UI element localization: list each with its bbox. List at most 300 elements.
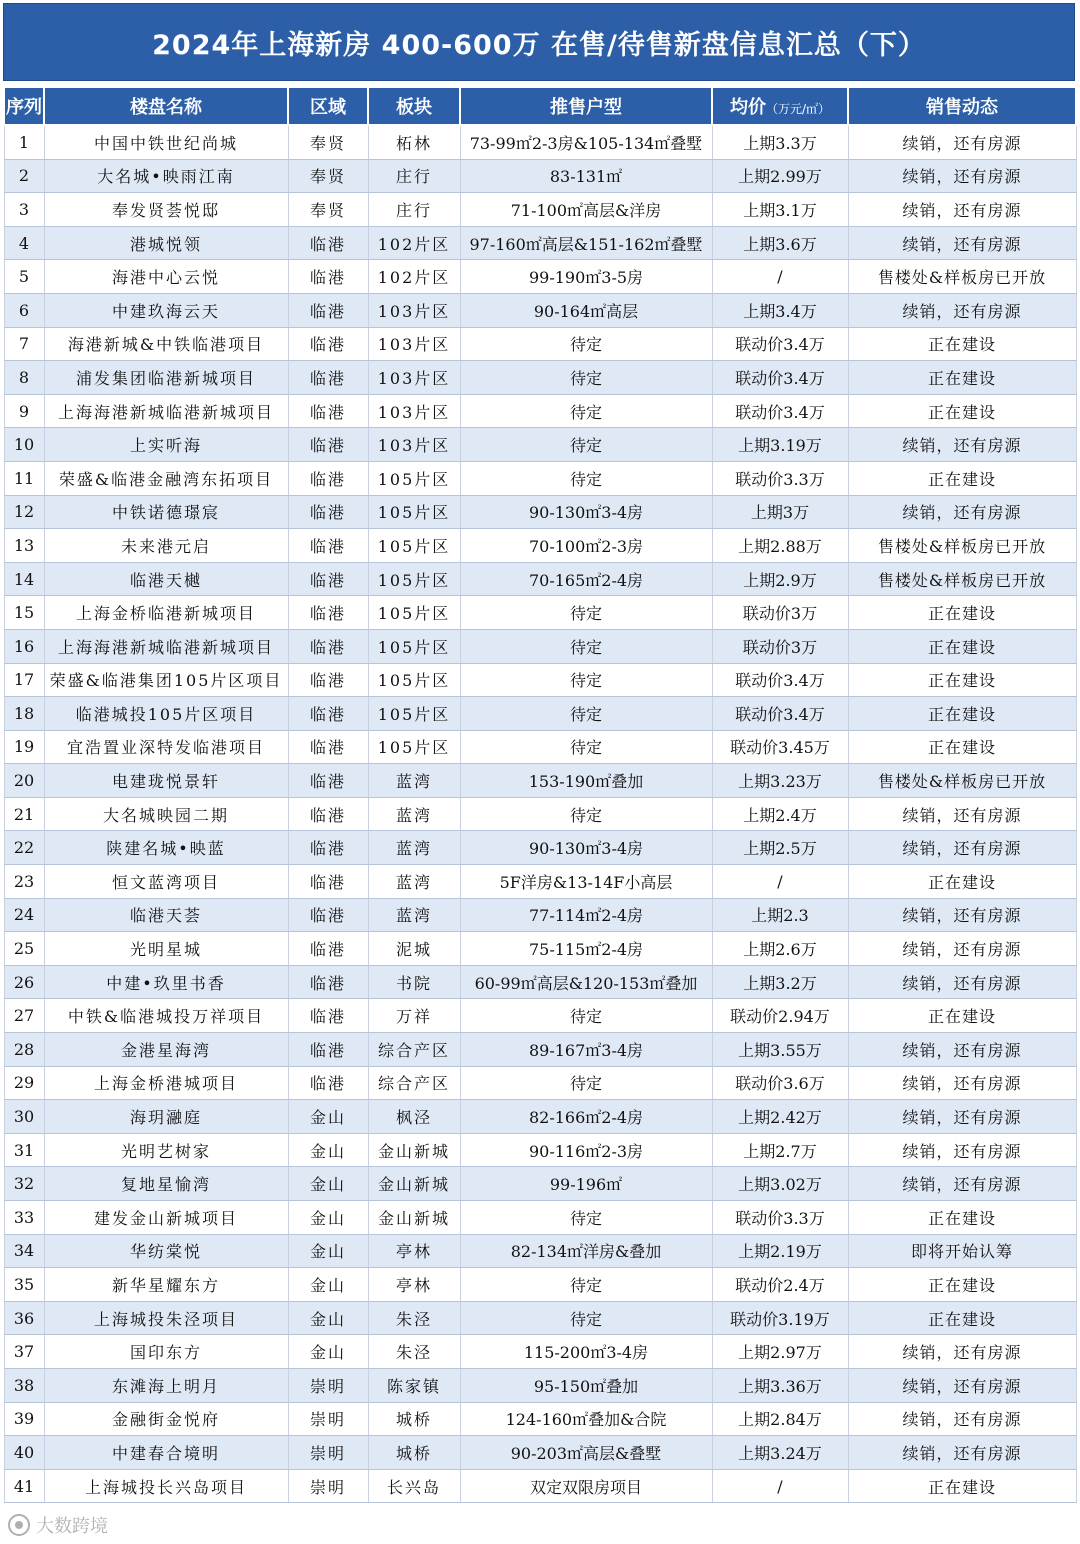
cell-index: 28 xyxy=(4,1033,44,1067)
cell-index: 35 xyxy=(4,1268,44,1302)
table-row xyxy=(4,1301,1076,1335)
cell-project-name: 大名城•映雨江南 xyxy=(44,159,288,193)
cell-sales-status: 续销，还有房源 xyxy=(848,1335,1076,1369)
cell-unit-type: 待定 xyxy=(460,663,712,697)
cell-project-name: 临港天荟 xyxy=(44,898,288,932)
cell-sales-status: 续销，还有房源 xyxy=(848,1402,1076,1436)
cell-index: 6 xyxy=(4,293,44,327)
cell-unit-type: 77-114㎡2-4房 xyxy=(460,898,712,932)
cell-avg-price: 联动价3.19万 xyxy=(712,1301,848,1335)
cell-area: 临港 xyxy=(288,999,368,1033)
table-row xyxy=(4,1167,1076,1201)
cell-block: 105片区 xyxy=(368,697,460,731)
cell-avg-price: 上期2.19万 xyxy=(712,1234,848,1268)
cell-avg-price: / xyxy=(712,865,848,899)
cell-unit-type: 99-190㎡3-5房 xyxy=(460,260,712,294)
cell-area: 临港 xyxy=(288,562,368,596)
cell-index: 4 xyxy=(4,226,44,260)
cell-block: 泥城 xyxy=(368,932,460,966)
cell-block: 105片区 xyxy=(368,461,460,495)
table-row xyxy=(4,1133,1076,1167)
table-row xyxy=(4,596,1076,630)
cell-index: 16 xyxy=(4,629,44,663)
table-row xyxy=(4,327,1076,361)
table-row xyxy=(4,193,1076,227)
cell-block: 105片区 xyxy=(368,596,460,630)
table-row xyxy=(4,495,1076,529)
cell-project-name: 临港天樾 xyxy=(44,562,288,596)
cell-project-name: 海港新城&中铁临港项目 xyxy=(44,327,288,361)
cell-sales-status: 续销，还有房源 xyxy=(848,965,1076,999)
cell-avg-price: 联动价3.4万 xyxy=(712,327,848,361)
cell-area: 崇明 xyxy=(288,1402,368,1436)
cell-project-name: 中铁诺德璟宸 xyxy=(44,495,288,529)
cell-unit-type: 97-160㎡高层&151-162㎡叠墅 xyxy=(460,226,712,260)
cell-sales-status: 续销，还有房源 xyxy=(848,293,1076,327)
cell-avg-price: 联动价3.3万 xyxy=(712,1201,848,1235)
cell-sales-status: 续销，还有房源 xyxy=(848,125,1076,159)
cell-index: 10 xyxy=(4,428,44,462)
cell-project-name: 上海海港新城临港新城项目 xyxy=(44,394,288,428)
cell-area: 崇明 xyxy=(288,1469,368,1503)
cell-index: 31 xyxy=(4,1133,44,1167)
table-row xyxy=(4,1033,1076,1067)
cell-project-name: 海港中心云悦 xyxy=(44,260,288,294)
table-row xyxy=(4,1469,1076,1503)
cell-block: 105片区 xyxy=(368,529,460,563)
table-row xyxy=(4,394,1076,428)
cell-project-name: 国印东方 xyxy=(44,1335,288,1369)
cell-avg-price: 上期3.1万 xyxy=(712,193,848,227)
cell-avg-price: / xyxy=(712,260,848,294)
table-row xyxy=(4,965,1076,999)
cell-area: 临港 xyxy=(288,831,368,865)
cell-block: 金山新城 xyxy=(368,1167,460,1201)
cell-sales-status: 续销，还有房源 xyxy=(848,831,1076,865)
cell-unit-type: 待定 xyxy=(460,327,712,361)
cell-block: 书院 xyxy=(368,965,460,999)
cell-block: 蓝湾 xyxy=(368,797,460,831)
cell-block: 105片区 xyxy=(368,663,460,697)
cell-sales-status: 即将开始认筹 xyxy=(848,1234,1076,1268)
cell-unit-type: 83-131㎡ xyxy=(460,159,712,193)
cell-project-name: 上海城投朱泾项目 xyxy=(44,1301,288,1335)
cell-sales-status: 正在建设 xyxy=(848,730,1076,764)
cell-area: 奉贤 xyxy=(288,125,368,159)
cell-block: 蓝湾 xyxy=(368,831,460,865)
cell-sales-status: 续销，还有房源 xyxy=(848,1033,1076,1067)
table-row xyxy=(4,529,1076,563)
cell-avg-price: 上期2.88万 xyxy=(712,529,848,563)
cell-area: 临港 xyxy=(288,461,368,495)
cell-area: 金山 xyxy=(288,1201,368,1235)
cell-unit-type: 124-160㎡叠加&合院 xyxy=(460,1402,712,1436)
cell-index: 23 xyxy=(4,865,44,899)
cell-project-name: 东滩海上明月 xyxy=(44,1368,288,1402)
cell-sales-status: 正在建设 xyxy=(848,461,1076,495)
cell-block: 103片区 xyxy=(368,428,460,462)
cell-project-name: 上海海港新城临港新城项目 xyxy=(44,629,288,663)
header-area: 区域 xyxy=(288,87,368,125)
cell-sales-status: 正在建设 xyxy=(848,865,1076,899)
header-block: 板块 xyxy=(368,87,460,125)
cell-unit-type: 73-99㎡2-3房&105-134㎡叠墅 xyxy=(460,125,712,159)
cell-index: 1 xyxy=(4,125,44,159)
table-row xyxy=(4,999,1076,1033)
cell-sales-status: 续销，还有房源 xyxy=(848,1436,1076,1470)
cell-index: 30 xyxy=(4,1100,44,1134)
cell-avg-price: 联动价3.4万 xyxy=(712,361,848,395)
cell-index: 2 xyxy=(4,159,44,193)
cell-project-name: 华纺棠悦 xyxy=(44,1234,288,1268)
table-row xyxy=(4,1268,1076,1302)
cell-avg-price: 上期3.4万 xyxy=(712,293,848,327)
cell-area: 临港 xyxy=(288,596,368,630)
header-index: 序列 xyxy=(4,87,44,125)
cell-sales-status: 续销，还有房源 xyxy=(848,1133,1076,1167)
cell-unit-type: 待定 xyxy=(460,629,712,663)
cell-avg-price: 上期3.36万 xyxy=(712,1368,848,1402)
cell-unit-type: 153-190㎡叠加 xyxy=(460,764,712,798)
cell-block: 朱泾 xyxy=(368,1301,460,1335)
cell-sales-status: 续销，还有房源 xyxy=(848,797,1076,831)
cell-block: 103片区 xyxy=(368,293,460,327)
header-price-label: 均价 xyxy=(729,97,766,118)
cell-area: 奉贤 xyxy=(288,193,368,227)
cell-unit-type: 双定双限房项目 xyxy=(460,1469,712,1503)
cell-block: 综合产区 xyxy=(368,1066,460,1100)
cell-avg-price: 上期3.02万 xyxy=(712,1167,848,1201)
cell-unit-type: 75-115㎡2-4房 xyxy=(460,932,712,966)
cell-sales-status: 正在建设 xyxy=(848,394,1076,428)
cell-avg-price: 上期2.84万 xyxy=(712,1402,848,1436)
cell-project-name: 金融街金悦府 xyxy=(44,1402,288,1436)
cell-index: 25 xyxy=(4,932,44,966)
cell-avg-price: 联动价3.4万 xyxy=(712,697,848,731)
cell-area: 临港 xyxy=(288,898,368,932)
cell-sales-status: 续销，还有房源 xyxy=(848,428,1076,462)
cell-project-name: 上海金桥港城项目 xyxy=(44,1066,288,1100)
cell-sales-status: 正在建设 xyxy=(848,1201,1076,1235)
table-row xyxy=(4,697,1076,731)
cell-avg-price: 上期2.97万 xyxy=(712,1335,848,1369)
cell-index: 38 xyxy=(4,1368,44,1402)
cell-index: 39 xyxy=(4,1402,44,1436)
cell-unit-type: 待定 xyxy=(460,1066,712,1100)
cell-project-name: 中铁&临港城投万祥项目 xyxy=(44,999,288,1033)
cell-unit-type: 90-164㎡高层 xyxy=(460,293,712,327)
cell-unit-type: 70-165㎡2-4房 xyxy=(460,562,712,596)
cell-unit-type: 待定 xyxy=(460,730,712,764)
cell-unit-type: 待定 xyxy=(460,596,712,630)
cell-index: 17 xyxy=(4,663,44,697)
table-row xyxy=(4,865,1076,899)
cell-sales-status: 正在建设 xyxy=(848,596,1076,630)
cell-unit-type: 待定 xyxy=(460,1268,712,1302)
cell-avg-price: 上期2.42万 xyxy=(712,1100,848,1134)
cell-block: 105片区 xyxy=(368,495,460,529)
cell-index: 7 xyxy=(4,327,44,361)
cell-area: 金山 xyxy=(288,1133,368,1167)
cell-unit-type: 99-196㎡ xyxy=(460,1167,712,1201)
cell-unit-type: 82-134㎡洋房&叠加 xyxy=(460,1234,712,1268)
cell-avg-price: 联动价3.4万 xyxy=(712,663,848,697)
cell-index: 8 xyxy=(4,361,44,395)
cell-project-name: 中建春合境明 xyxy=(44,1436,288,1470)
cell-sales-status: 续销，还有房源 xyxy=(848,898,1076,932)
cell-area: 临港 xyxy=(288,932,368,966)
cell-area: 金山 xyxy=(288,1167,368,1201)
table-row xyxy=(4,831,1076,865)
cell-area: 临港 xyxy=(288,1033,368,1067)
cell-avg-price: 上期3万 xyxy=(712,495,848,529)
cell-avg-price: 联动价3.3万 xyxy=(712,461,848,495)
cell-area: 金山 xyxy=(288,1268,368,1302)
cell-project-name: 复地星愉湾 xyxy=(44,1167,288,1201)
cell-index: 21 xyxy=(4,797,44,831)
cell-area: 临港 xyxy=(288,663,368,697)
cell-sales-status: 正在建设 xyxy=(848,629,1076,663)
cell-avg-price: 联动价3.45万 xyxy=(712,730,848,764)
cell-avg-price: 上期3.19万 xyxy=(712,428,848,462)
cell-index: 37 xyxy=(4,1335,44,1369)
cell-unit-type: 待定 xyxy=(460,1301,712,1335)
cell-project-name: 浦发集团临港新城项目 xyxy=(44,361,288,395)
cell-area: 临港 xyxy=(288,764,368,798)
cell-project-name: 港城悦领 xyxy=(44,226,288,260)
cell-index: 33 xyxy=(4,1201,44,1235)
cell-unit-type: 82-166㎡2-4房 xyxy=(460,1100,712,1134)
cell-sales-status: 续销，还有房源 xyxy=(848,226,1076,260)
cell-area: 金山 xyxy=(288,1100,368,1134)
cell-index: 20 xyxy=(4,764,44,798)
cell-block: 城桥 xyxy=(368,1436,460,1470)
cell-area: 临港 xyxy=(288,260,368,294)
cell-avg-price: 上期3.2万 xyxy=(712,965,848,999)
cell-area: 临港 xyxy=(288,965,368,999)
header-price xyxy=(712,87,848,125)
cell-project-name: 荣盛&临港金融湾东拓项目 xyxy=(44,461,288,495)
cell-sales-status: 续销，还有房源 xyxy=(848,159,1076,193)
cell-area: 临港 xyxy=(288,629,368,663)
cell-sales-status: 正在建设 xyxy=(848,1469,1076,1503)
cell-area: 崇明 xyxy=(288,1436,368,1470)
cell-block: 蓝湾 xyxy=(368,865,460,899)
cell-index: 40 xyxy=(4,1436,44,1470)
cell-index: 9 xyxy=(4,394,44,428)
cell-block: 庄行 xyxy=(368,159,460,193)
table-row xyxy=(4,898,1076,932)
table-row xyxy=(4,663,1076,697)
cell-project-name: 荣盛&临港集团105片区项目 xyxy=(44,663,288,697)
cell-project-name: 上海城投长兴岛项目 xyxy=(44,1469,288,1503)
cell-block: 102片区 xyxy=(368,226,460,260)
cell-avg-price: 上期3.23万 xyxy=(712,764,848,798)
header-price-unit: （万元/㎡） xyxy=(765,102,831,116)
cell-block: 综合产区 xyxy=(368,1033,460,1067)
cell-block: 亭林 xyxy=(368,1268,460,1302)
cell-index: 14 xyxy=(4,562,44,596)
cell-area: 临港 xyxy=(288,361,368,395)
cell-unit-type: 待定 xyxy=(460,461,712,495)
cell-block: 枫泾 xyxy=(368,1100,460,1134)
table-row xyxy=(4,932,1076,966)
table-row xyxy=(4,226,1076,260)
cell-unit-type: 89-167㎡3-4房 xyxy=(460,1033,712,1067)
cell-unit-type: 待定 xyxy=(460,428,712,462)
table-row xyxy=(4,428,1076,462)
cell-block: 蓝湾 xyxy=(368,764,460,798)
cell-project-name: 海玥瀜庭 xyxy=(44,1100,288,1134)
cell-avg-price: 上期2.99万 xyxy=(712,159,848,193)
table-row xyxy=(4,1402,1076,1436)
cell-unit-type: 待定 xyxy=(460,999,712,1033)
cell-index: 34 xyxy=(4,1234,44,1268)
cell-index: 32 xyxy=(4,1167,44,1201)
cell-index: 15 xyxy=(4,596,44,630)
cell-unit-type: 71-100㎡高层&洋房 xyxy=(460,193,712,227)
cell-avg-price: 上期2.6万 xyxy=(712,932,848,966)
table-row xyxy=(4,260,1076,294)
cell-project-name: 大名城映园二期 xyxy=(44,797,288,831)
cell-avg-price: 联动价2.94万 xyxy=(712,999,848,1033)
cell-avg-price: 联动价3万 xyxy=(712,629,848,663)
cell-block: 长兴岛 xyxy=(368,1469,460,1503)
cell-block: 亭林 xyxy=(368,1234,460,1268)
cell-project-name: 上海金桥临港新城项目 xyxy=(44,596,288,630)
table-row xyxy=(4,1100,1076,1134)
cell-sales-status: 正在建设 xyxy=(848,697,1076,731)
cell-block: 103片区 xyxy=(368,394,460,428)
cell-avg-price: 上期2.5万 xyxy=(712,831,848,865)
cell-avg-price: 联动价3万 xyxy=(712,596,848,630)
cell-avg-price: / xyxy=(712,1469,848,1503)
cell-avg-price: 上期2.9万 xyxy=(712,562,848,596)
cell-area: 临港 xyxy=(288,226,368,260)
cell-project-name: 陕建名城•映蓝 xyxy=(44,831,288,865)
table-row xyxy=(4,293,1076,327)
cell-sales-status: 正在建设 xyxy=(848,663,1076,697)
table-row xyxy=(4,764,1076,798)
cell-area: 临港 xyxy=(288,730,368,764)
cell-area: 临港 xyxy=(288,495,368,529)
cell-sales-status: 续销，还有房源 xyxy=(848,193,1076,227)
cell-sales-status: 续销，还有房源 xyxy=(848,495,1076,529)
cell-avg-price: 联动价3.4万 xyxy=(712,394,848,428)
cell-unit-type: 90-130㎡3-4房 xyxy=(460,495,712,529)
cell-block: 蓝湾 xyxy=(368,898,460,932)
cell-index: 22 xyxy=(4,831,44,865)
cell-sales-status: 续销，还有房源 xyxy=(848,1066,1076,1100)
table-row xyxy=(4,1201,1076,1235)
cell-area: 金山 xyxy=(288,1301,368,1335)
table-body xyxy=(4,125,1076,1503)
cell-block: 105片区 xyxy=(368,629,460,663)
cell-block: 柘林 xyxy=(368,125,460,159)
cell-avg-price: 上期3.6万 xyxy=(712,226,848,260)
cell-index: 41 xyxy=(4,1469,44,1503)
watermark-text: 大数跨境 xyxy=(36,1516,108,1537)
cell-sales-status: 正在建设 xyxy=(848,327,1076,361)
cell-project-name: 宜浩置业深特发临港项目 xyxy=(44,730,288,764)
header-type: 推售户型 xyxy=(460,87,712,125)
table-row xyxy=(4,1335,1076,1369)
cell-avg-price: 联动价2.4万 xyxy=(712,1268,848,1302)
cell-project-name: 光明艺树家 xyxy=(44,1133,288,1167)
cell-avg-price: 上期2.3 xyxy=(712,898,848,932)
cell-area: 金山 xyxy=(288,1234,368,1268)
cell-avg-price: 联动价3.6万 xyxy=(712,1066,848,1100)
cell-block: 103片区 xyxy=(368,361,460,395)
table-row xyxy=(4,125,1076,159)
cell-area: 崇明 xyxy=(288,1368,368,1402)
cell-sales-status: 售楼处&样板房已开放 xyxy=(848,764,1076,798)
cell-area: 临港 xyxy=(288,293,368,327)
header-status: 销售动态 xyxy=(848,87,1076,125)
cell-block: 陈家镇 xyxy=(368,1368,460,1402)
cell-sales-status: 续销，还有房源 xyxy=(848,932,1076,966)
cell-block: 102片区 xyxy=(368,260,460,294)
table-row xyxy=(4,797,1076,831)
cell-area: 临港 xyxy=(288,865,368,899)
cell-block: 朱泾 xyxy=(368,1335,460,1369)
table-row xyxy=(4,1436,1076,1470)
cell-sales-status: 续销，还有房源 xyxy=(848,1167,1076,1201)
cell-project-name: 恒文蓝湾项目 xyxy=(44,865,288,899)
cell-index: 12 xyxy=(4,495,44,529)
cell-project-name: 临港城投105片区项目 xyxy=(44,697,288,731)
cell-index: 11 xyxy=(4,461,44,495)
cell-block: 金山新城 xyxy=(368,1133,460,1167)
cell-area: 金山 xyxy=(288,1335,368,1369)
cell-project-name: 金港星海湾 xyxy=(44,1033,288,1067)
cell-index: 18 xyxy=(4,697,44,731)
cell-area: 临港 xyxy=(288,327,368,361)
cell-unit-type: 115-200㎡3-4房 xyxy=(460,1335,712,1369)
cell-project-name: 奉发贤荟悦邸 xyxy=(44,193,288,227)
cell-block: 103片区 xyxy=(368,327,460,361)
page-title: 2024年上海新房 400-600万 在售/待售新盘信息汇总（下） xyxy=(3,3,1075,81)
cell-sales-status: 售楼处&样板房已开放 xyxy=(848,529,1076,563)
cell-block: 105片区 xyxy=(368,730,460,764)
cell-unit-type: 90-203㎡高层&叠墅 xyxy=(460,1436,712,1470)
table-row xyxy=(4,1368,1076,1402)
watermark xyxy=(8,1512,108,1538)
table-row xyxy=(4,461,1076,495)
table-row xyxy=(4,159,1076,193)
cell-area: 临港 xyxy=(288,428,368,462)
cell-sales-status: 正在建设 xyxy=(848,361,1076,395)
cell-area: 临港 xyxy=(288,1066,368,1100)
cell-index: 27 xyxy=(4,999,44,1033)
cell-block: 金山新城 xyxy=(368,1201,460,1235)
cell-avg-price: 上期3.55万 xyxy=(712,1033,848,1067)
cell-sales-status: 正在建设 xyxy=(848,1301,1076,1335)
listing-table xyxy=(3,86,1077,1503)
cell-project-name: 中建玖海云天 xyxy=(44,293,288,327)
table-row xyxy=(4,562,1076,596)
cell-unit-type: 待定 xyxy=(460,797,712,831)
table-row xyxy=(4,1066,1076,1100)
cell-sales-status: 售楼处&样板房已开放 xyxy=(848,562,1076,596)
cell-index: 29 xyxy=(4,1066,44,1100)
cell-avg-price: 上期3.24万 xyxy=(712,1436,848,1470)
cell-index: 5 xyxy=(4,260,44,294)
cell-project-name: 中建•玖里书香 xyxy=(44,965,288,999)
cell-project-name: 建发金山新城项目 xyxy=(44,1201,288,1235)
cell-index: 13 xyxy=(4,529,44,563)
cell-avg-price: 上期2.4万 xyxy=(712,797,848,831)
